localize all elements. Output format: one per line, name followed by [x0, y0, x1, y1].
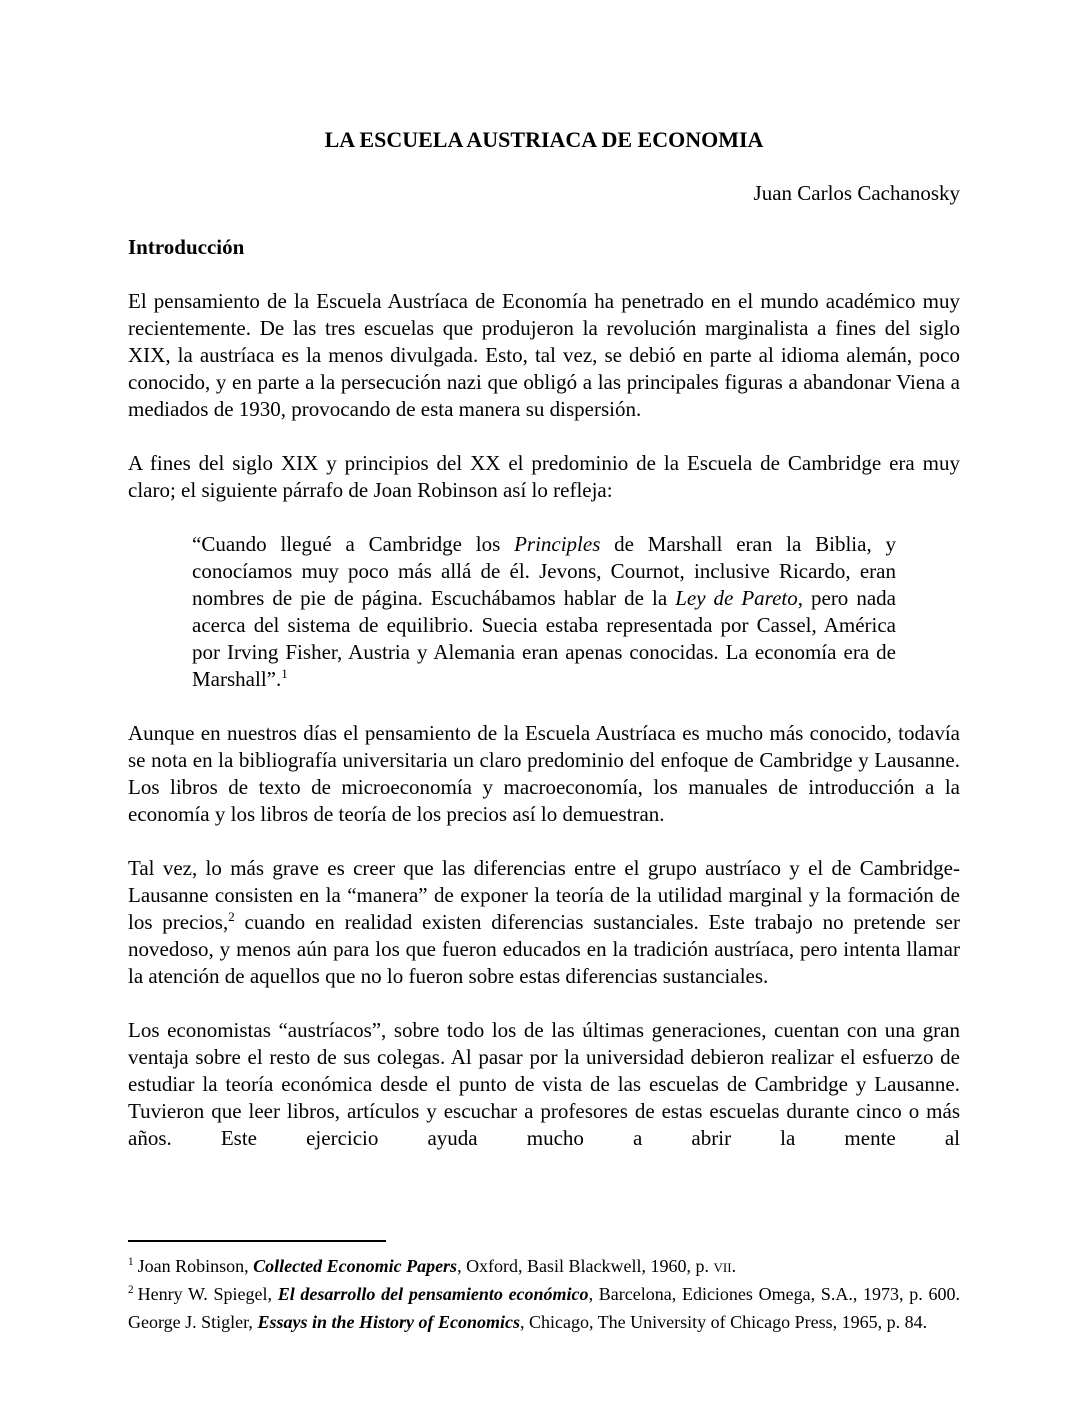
document-content: [128, 126, 960, 1152]
footnote-1: [128, 1252, 960, 1280]
footnote-2-marker: 2: [128, 1284, 134, 1296]
footnotes-section: [128, 1240, 960, 1336]
paragraph-3: Aunque en nuestros días el pensamiento de la Escuela Austríaca es mucho más conocido, todavía se nota en la bibliografía universitaria un claro predominio del enfoque de Cambridge y Lausanne. Los libros de texto de microeconomía y macroeconomía, los manuales de introducción a la economía y los libros de teoría de los precios así lo demuestran.: [128, 721, 960, 826]
blockquote-joan-robinson: “Cuando llegué a Cambridge los Principles de Marshall eran la Biblia, y conocíamos muy poco más allá de él. Jevons, Cournot, inclusive Ricardo, eran nombres de pie de página. Escuchábamos hablar de la Ley de Pareto, pero nada acerca del sistema de equilibrio. Suecia estaba representada por Cassel, América por Irving Fisher, Austria y Alemania eran apenas conocidas. La economía era de Marshall”.$^1$: [192, 532, 896, 691]
footnote-2-text: Henry W. Spiegel, El desarrollo del pensamiento económico, Barcelona, Ediciones Omega, S.A., 1973, p. 600. George J. Stigler, Essays in the History of Economics, Chicago, The University of Chicago Press, 1965, p. 84.: [128, 1284, 960, 1332]
section-heading-introduccion: Introducción: [128, 235, 245, 259]
paragraph-5: Los economistas “austríacos”, sobre todo los de las últimas generaciones, cuentan con una gran ventaja sobre el resto de sus colegas. Al pasar por la universidad debieron realizar el esfuerzo de estudiar la teoría económica desde el punto de vista de las escuelas de Cambridge y Lausanne. Tuvieron que leer libros, artículos y escuchar a profesores de estas escuelas durante cinco o más años. Este ejercicio ayuda mucho a abrir la mente al: [128, 1018, 960, 1150]
footnote-separator-rule: [128, 1240, 386, 1242]
paragraph-2: A fines del siglo XIX y principios del XX el predominio de la Escuela de Cambridge era muy claro; el siguiente párrafo de Joan Robinson así lo refleja:: [128, 451, 960, 502]
footnote-1-marker: 1: [128, 1256, 134, 1268]
author-byline: Juan Carlos Cachanosky: [753, 181, 960, 205]
paragraph-1: El pensamiento de la Escuela Austríaca de Economía ha penetrado en el mundo académico muy recientemente. De las tres escuelas que produjeron la revolución marginalista a fines del siglo XIX, la austríaca es la menos divulgada. Esto, tal vez, se debió en parte al idioma alemán, poco conocido, y en parte a la persecución nazi que obligó a las principales figuras a abandonar Viena a mediados de 1930, provocando de esta manera su dispersión.: [128, 289, 960, 421]
footnote-2: [128, 1280, 960, 1336]
paragraph-4: Tal vez, lo más grave es creer que las diferencias entre el grupo austríaco y el de Cambridge-Lausanne consisten en la “manera” de exponer la teoría de la utilidad marginal y la formación de los precios,$^2$ cuando en realidad existen diferencias sustanciales. Este trabajo no pretende ser novedoso, y menos aún para los que fueron educados en la tradición austríaca, pero intenta llamar la atención de aquellos que no lo fueron sobre estas diferencias sustanciales.: [128, 856, 960, 988]
page-title: LA ESCUELA AUSTRIACA DE ECONOMIA: [324, 127, 764, 152]
footnote-1-text: Joan Robinson, Collected Economic Papers, Oxford, Basil Blackwell, 1960, p. vii.: [137, 1256, 737, 1276]
